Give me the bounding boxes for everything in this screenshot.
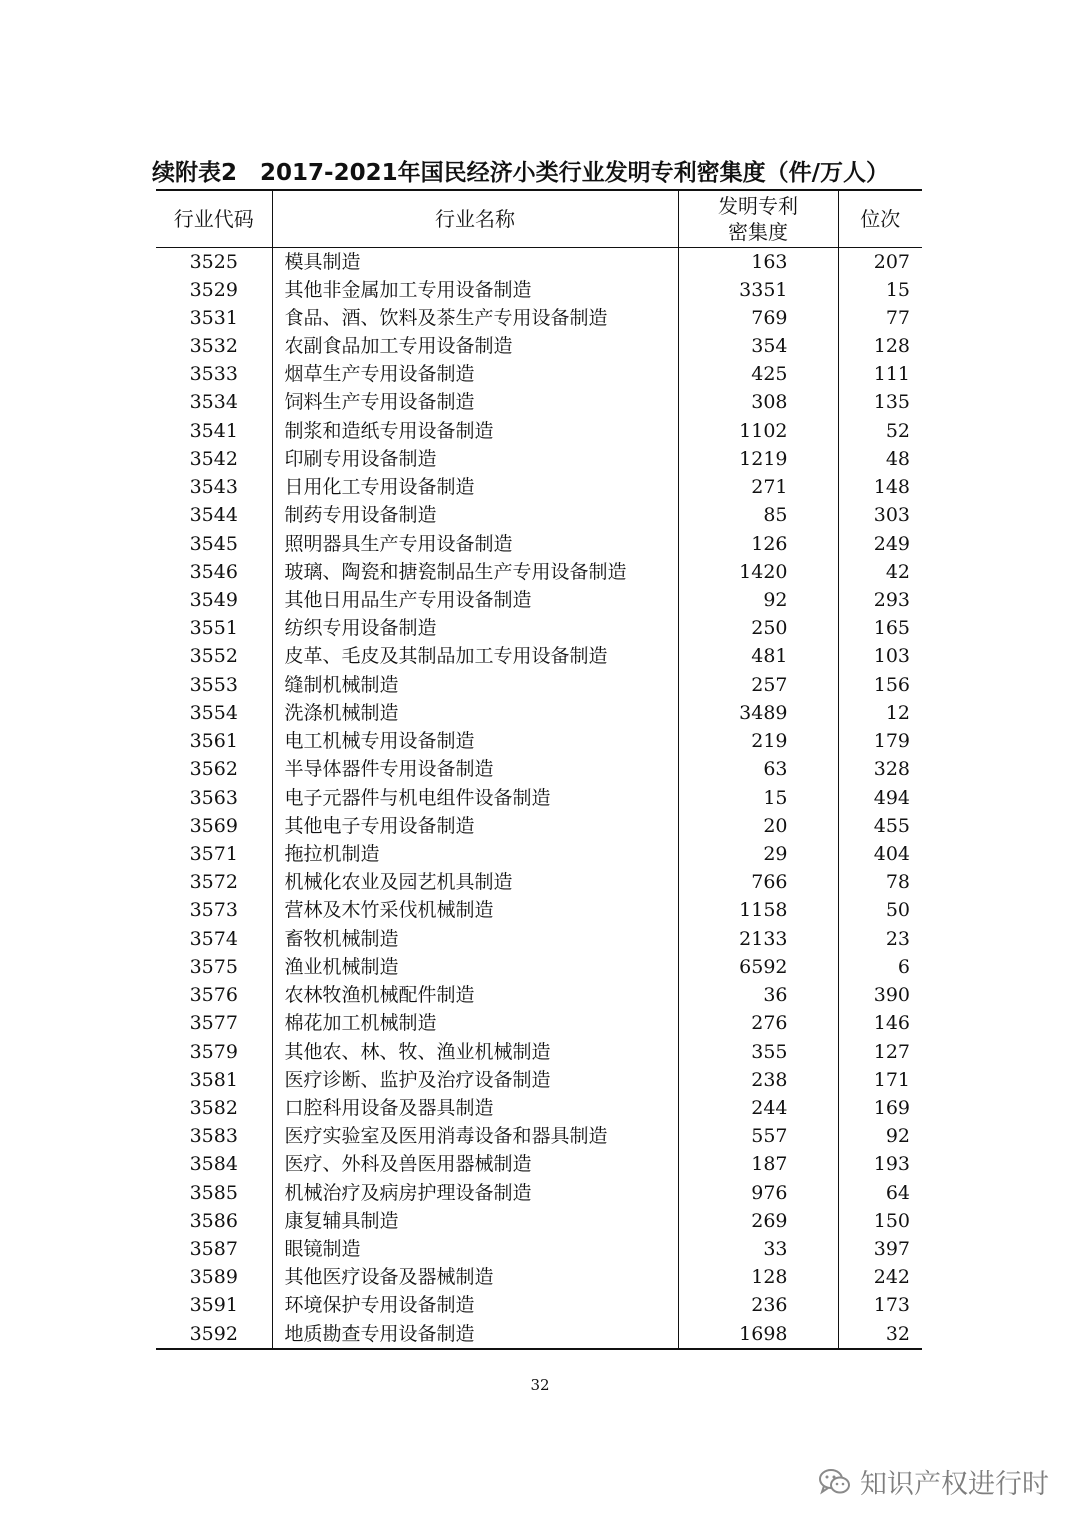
cell-patent-density: 128 [678, 1263, 838, 1291]
cell-industry-name: 饲料生产专用设备制造 [272, 388, 678, 416]
table-row [156, 586, 922, 614]
table-body [156, 247, 922, 1349]
cell-rank: 404 [838, 840, 922, 868]
table-row [156, 699, 922, 727]
table-row [156, 1066, 922, 1094]
cell-patent-density: 238 [678, 1066, 838, 1094]
cell-patent-density: 33 [678, 1235, 838, 1263]
cell-rank: 64 [838, 1179, 922, 1207]
cell-patent-density: 63 [678, 755, 838, 783]
table-row [156, 276, 922, 304]
table-row [156, 304, 922, 332]
cell-industry-code: 3571 [189, 842, 238, 865]
cell-industry-code: 3549 [189, 589, 238, 612]
cell-industry-name: 制浆和造纸专用设备制造 [272, 417, 678, 445]
cell-industry-code: 3563 [189, 786, 238, 809]
table-row [156, 529, 922, 557]
header-patent-density-line1: 发明专利 [718, 193, 798, 218]
data-table-container [156, 189, 922, 1350]
cell-industry-code: 3584 [189, 1153, 238, 1176]
cell-rank: 15 [838, 276, 922, 304]
cell-rank: 127 [838, 1037, 922, 1065]
cell-industry-code: 3562 [189, 758, 238, 781]
cell-industry-code: 3589 [189, 1266, 238, 1289]
header-industry-name: 行业名称 [272, 190, 678, 247]
table-row [156, 1122, 922, 1150]
table-row [156, 1320, 922, 1349]
cell-industry-name: 纺织专用设备制造 [272, 614, 678, 642]
cell-rank: 173 [838, 1291, 922, 1319]
cell-patent-density: 2133 [678, 925, 838, 953]
cell-patent-density: 1420 [678, 558, 838, 586]
cell-rank: 150 [838, 1207, 922, 1235]
cell-patent-density: 3489 [678, 699, 838, 727]
cell-rank: 397 [838, 1235, 922, 1263]
table-row [156, 840, 922, 868]
table-header-row [156, 190, 922, 247]
table-row [156, 1207, 922, 1235]
cell-industry-name: 机械化农业及园艺机具制造 [272, 868, 678, 896]
cell-patent-density: 244 [678, 1094, 838, 1122]
cell-rank: 23 [838, 925, 922, 953]
table-row [156, 501, 922, 529]
cell-patent-density: 250 [678, 614, 838, 642]
cell-patent-density: 354 [678, 332, 838, 360]
cell-rank: 148 [838, 473, 922, 501]
cell-rank: 92 [838, 1122, 922, 1150]
cell-industry-code: 3533 [189, 363, 238, 386]
cell-rank: 48 [838, 445, 922, 473]
table-row [156, 783, 922, 811]
table-row [156, 614, 922, 642]
cell-industry-name: 其他医疗设备及器械制造 [272, 1263, 678, 1291]
table-row [156, 1291, 922, 1319]
cell-patent-density: 3351 [678, 276, 838, 304]
page-number: 32 [530, 1376, 550, 1394]
table-row [156, 388, 922, 416]
cell-industry-name: 农林牧渔机械配件制造 [272, 981, 678, 1009]
cell-rank: 293 [838, 586, 922, 614]
table-row [156, 1094, 922, 1122]
cell-industry-code: 3579 [189, 1040, 238, 1063]
cell-patent-density: 481 [678, 642, 838, 670]
cell-industry-name: 制药专用设备制造 [272, 501, 678, 529]
cell-patent-density: 126 [678, 529, 838, 557]
cell-industry-name: 半导体器件专用设备制造 [272, 755, 678, 783]
cell-industry-code: 3581 [189, 1068, 238, 1091]
table-row [156, 1037, 922, 1065]
cell-rank: 242 [838, 1263, 922, 1291]
table-row [156, 1179, 922, 1207]
table-row [156, 868, 922, 896]
cell-patent-density: 187 [678, 1150, 838, 1178]
cell-patent-density: 1158 [678, 896, 838, 924]
cell-rank: 169 [838, 1094, 922, 1122]
cell-industry-name: 康复辅具制造 [272, 1207, 678, 1235]
cell-industry-name: 医疗实验室及医用消毒设备和器具制造 [272, 1122, 678, 1150]
cell-industry-code: 3542 [189, 447, 238, 470]
cell-industry-name: 洗涤机械制造 [272, 699, 678, 727]
table-row [156, 1235, 922, 1263]
cell-industry-name: 印刷专用设备制造 [272, 445, 678, 473]
cell-rank: 193 [838, 1150, 922, 1178]
cell-industry-name: 医疗诊断、监护及治疗设备制造 [272, 1066, 678, 1094]
cell-industry-code: 3553 [189, 673, 238, 696]
cell-industry-code: 3572 [189, 871, 238, 894]
cell-rank: 328 [838, 755, 922, 783]
cell-industry-code: 3592 [156, 1320, 272, 1349]
table-row [156, 925, 922, 953]
cell-rank: 77 [838, 304, 922, 332]
patent-density-table [156, 189, 922, 1350]
cell-industry-name: 医疗、外科及兽医用器械制造 [272, 1150, 678, 1178]
cell-industry-name: 其他电子专用设备制造 [272, 812, 678, 840]
cell-industry-name: 畜牧机械制造 [272, 925, 678, 953]
table-row [156, 1263, 922, 1291]
cell-rank: 135 [838, 388, 922, 416]
cell-industry-name: 其他非金属加工专用设备制造 [272, 276, 678, 304]
cell-patent-density: 1219 [678, 445, 838, 473]
watermark-text: 知识产权进行时 [860, 1469, 1049, 1500]
table-row [156, 1150, 922, 1178]
table-row [156, 981, 922, 1009]
cell-patent-density: 236 [678, 1291, 838, 1319]
cell-industry-code: 3561 [189, 730, 238, 753]
cell-industry-name: 眼镜制造 [272, 1235, 678, 1263]
table-title: 续附表2 2017-2021年国民经济小类行业发明专利密集度（件/万人） [152, 160, 889, 186]
cell-rank: 156 [838, 671, 922, 699]
cell-rank: 249 [838, 529, 922, 557]
cell-patent-density: 6592 [678, 953, 838, 981]
cell-rank: 42 [838, 558, 922, 586]
cell-patent-density: 36 [678, 981, 838, 1009]
cell-industry-name: 模具制造 [272, 247, 678, 276]
cell-industry-name: 缝制机械制造 [272, 671, 678, 699]
cell-industry-code: 3586 [189, 1209, 238, 1232]
table-row [156, 755, 922, 783]
cell-industry-code: 3551 [189, 617, 238, 640]
cell-patent-density: 355 [678, 1037, 838, 1065]
cell-patent-density: 276 [678, 1009, 838, 1037]
cell-patent-density: 20 [678, 812, 838, 840]
cell-industry-code: 3531 [189, 306, 238, 329]
cell-industry-name: 电子元器件与机电组件设备制造 [272, 783, 678, 811]
cell-industry-code: 3534 [189, 391, 238, 414]
cell-rank: 303 [838, 501, 922, 529]
cell-industry-code: 3545 [189, 532, 238, 555]
cell-industry-name: 渔业机械制造 [272, 953, 678, 981]
cell-industry-name: 烟草生产专用设备制造 [272, 360, 678, 388]
cell-rank: 32 [838, 1320, 922, 1349]
cell-industry-code: 3577 [189, 1012, 238, 1035]
table-row [156, 1009, 922, 1037]
table-row [156, 727, 922, 755]
cell-rank: 455 [838, 812, 922, 840]
cell-industry-name: 环境保护专用设备制造 [272, 1291, 678, 1319]
cell-industry-name: 照明器具生产专用设备制造 [272, 529, 678, 557]
table-row [156, 896, 922, 924]
cell-patent-density: 976 [678, 1179, 838, 1207]
cell-rank: 179 [838, 727, 922, 755]
cell-industry-code: 3574 [189, 927, 238, 950]
table-row [156, 417, 922, 445]
cell-industry-name: 电工机械专用设备制造 [272, 727, 678, 755]
cell-industry-code: 3554 [189, 701, 238, 724]
cell-rank: 146 [838, 1009, 922, 1037]
cell-patent-density: 257 [678, 671, 838, 699]
cell-industry-code: 3591 [189, 1294, 238, 1317]
cell-industry-name: 棉花加工机械制造 [272, 1009, 678, 1037]
cell-industry-code: 3546 [189, 560, 238, 583]
cell-patent-density: 1102 [678, 417, 838, 445]
table-row [156, 473, 922, 501]
cell-industry-name: 营林及木竹采伐机械制造 [272, 896, 678, 924]
cell-rank: 111 [838, 360, 922, 388]
cell-patent-density: 769 [678, 304, 838, 332]
cell-patent-density: 308 [678, 388, 838, 416]
table-row [156, 953, 922, 981]
cell-rank: 165 [838, 614, 922, 642]
cell-industry-code: 3583 [189, 1125, 238, 1148]
cell-patent-density: 1698 [678, 1320, 838, 1349]
cell-patent-density: 85 [678, 501, 838, 529]
cell-patent-density: 92 [678, 586, 838, 614]
cell-patent-density: 219 [678, 727, 838, 755]
table-row [156, 445, 922, 473]
cell-industry-name: 其他农、林、牧、渔业机械制造 [272, 1037, 678, 1065]
cell-patent-density: 557 [678, 1122, 838, 1150]
cell-rank: 390 [838, 981, 922, 1009]
cell-rank: 12 [838, 699, 922, 727]
cell-patent-density: 269 [678, 1207, 838, 1235]
cell-industry-code: 3585 [189, 1181, 238, 1204]
cell-industry-name: 拖拉机制造 [272, 840, 678, 868]
cell-industry-code: 3543 [189, 476, 238, 499]
cell-industry-name: 地质勘查专用设备制造 [272, 1320, 678, 1349]
cell-industry-name: 食品、酒、饮料及茶生产专用设备制造 [272, 304, 678, 332]
cell-rank: 171 [838, 1066, 922, 1094]
cell-patent-density: 29 [678, 840, 838, 868]
cell-industry-code: 3541 [189, 419, 238, 442]
cell-patent-density: 163 [678, 247, 838, 276]
header-patent-density-line2: 密集度 [728, 219, 788, 244]
cell-industry-name: 日用化工专用设备制造 [272, 473, 678, 501]
table-row [156, 558, 922, 586]
header-rank: 位次 [838, 190, 922, 247]
cell-industry-code: 3552 [189, 645, 238, 668]
table-row [156, 332, 922, 360]
table-row [156, 247, 922, 276]
table-row [156, 671, 922, 699]
cell-industry-code: 3544 [189, 504, 238, 527]
table-row [156, 642, 922, 670]
header-industry-code: 行业代码 [156, 190, 272, 247]
watermark [818, 1462, 1049, 1501]
cell-rank: 207 [838, 247, 922, 276]
cell-industry-code: 3576 [189, 984, 238, 1007]
cell-rank: 78 [838, 868, 922, 896]
cell-patent-density: 766 [678, 868, 838, 896]
cell-industry-name: 机械治疗及病房护理设备制造 [272, 1179, 678, 1207]
cell-industry-name: 其他日用品生产专用设备制造 [272, 586, 678, 614]
table-row [156, 812, 922, 840]
cell-industry-name: 玻璃、陶瓷和搪瓷制品生产专用设备制造 [272, 558, 678, 586]
cell-rank: 103 [838, 642, 922, 670]
cell-rank: 52 [838, 417, 922, 445]
cell-industry-code: 3525 [189, 250, 238, 273]
cell-patent-density: 425 [678, 360, 838, 388]
cell-industry-code: 3575 [189, 955, 238, 978]
wechat-icon [818, 1467, 852, 1497]
cell-rank: 494 [838, 783, 922, 811]
cell-industry-name: 皮革、毛皮及其制品加工专用设备制造 [272, 642, 678, 670]
cell-industry-code: 3582 [189, 1096, 238, 1119]
cell-rank: 6 [838, 953, 922, 981]
cell-industry-code: 3529 [189, 278, 238, 301]
cell-industry-code: 3532 [189, 335, 238, 358]
cell-patent-density: 15 [678, 783, 838, 811]
cell-industry-name: 口腔科用设备及器具制造 [272, 1094, 678, 1122]
cell-rank: 128 [838, 332, 922, 360]
cell-industry-name: 农副食品加工专用设备制造 [272, 332, 678, 360]
header-patent-density [678, 190, 838, 247]
cell-industry-code: 3573 [189, 899, 238, 922]
cell-industry-code: 3569 [189, 814, 238, 837]
cell-patent-density: 271 [678, 473, 838, 501]
cell-industry-code: 3587 [189, 1238, 238, 1261]
cell-rank: 50 [838, 896, 922, 924]
table-row [156, 360, 922, 388]
